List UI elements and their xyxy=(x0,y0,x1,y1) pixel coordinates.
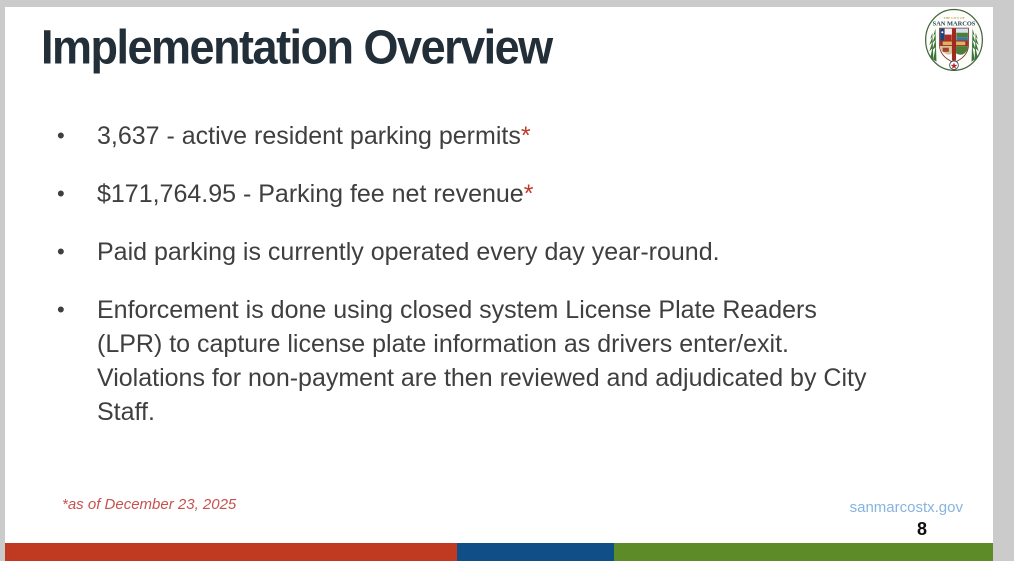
asterisk-note: * xyxy=(523,180,534,208)
bullet-text-line: Staff. xyxy=(97,398,155,426)
bullet-item xyxy=(57,119,945,153)
bar-segment-red xyxy=(5,543,457,561)
bullet-icon: • xyxy=(57,123,65,148)
bullet-text: 3,637 - active resident parking permits xyxy=(97,122,521,150)
footnote: *as of December 23, 2025 xyxy=(62,496,237,513)
bullet-text-line: (LPR) to capture license plate information as drivers enter/exit. xyxy=(97,330,789,358)
bar-segment-blue xyxy=(457,543,614,561)
bullet-item xyxy=(57,235,945,269)
bar-segment-green xyxy=(614,543,993,561)
bullet-icon: • xyxy=(57,181,65,206)
bullet-text: $171,764.95 - Parking fee net revenue xyxy=(97,180,524,208)
bullet-icon: • xyxy=(57,239,65,264)
bullet-item xyxy=(57,293,945,429)
slide-title: Implementation Overview xyxy=(41,19,552,75)
svg-text:SAN MARCOS: SAN MARCOS xyxy=(932,20,976,28)
bullet-item xyxy=(57,177,945,211)
bullet-list xyxy=(57,119,945,453)
page-number: 8 xyxy=(916,519,927,539)
bullet-text-line: Enforcement is done using closed system License Plate Readers xyxy=(97,296,817,324)
bottom-bar-decoration xyxy=(5,543,993,561)
bullet-icon: • xyxy=(57,297,65,322)
bullet-text: Paid parking is currently operated every day year-round. xyxy=(97,238,720,266)
website-text: sanmarcostx.gov xyxy=(849,499,963,516)
asterisk-note: * xyxy=(520,122,531,150)
presentation-slide xyxy=(5,7,993,561)
svg-text:THE CITY OF: THE CITY OF xyxy=(943,15,965,20)
bullet-text-line: Violations for non-payment are then reviewed and adjudicated by City xyxy=(97,364,867,392)
city-of-san-marcos-seal-icon xyxy=(923,8,985,74)
